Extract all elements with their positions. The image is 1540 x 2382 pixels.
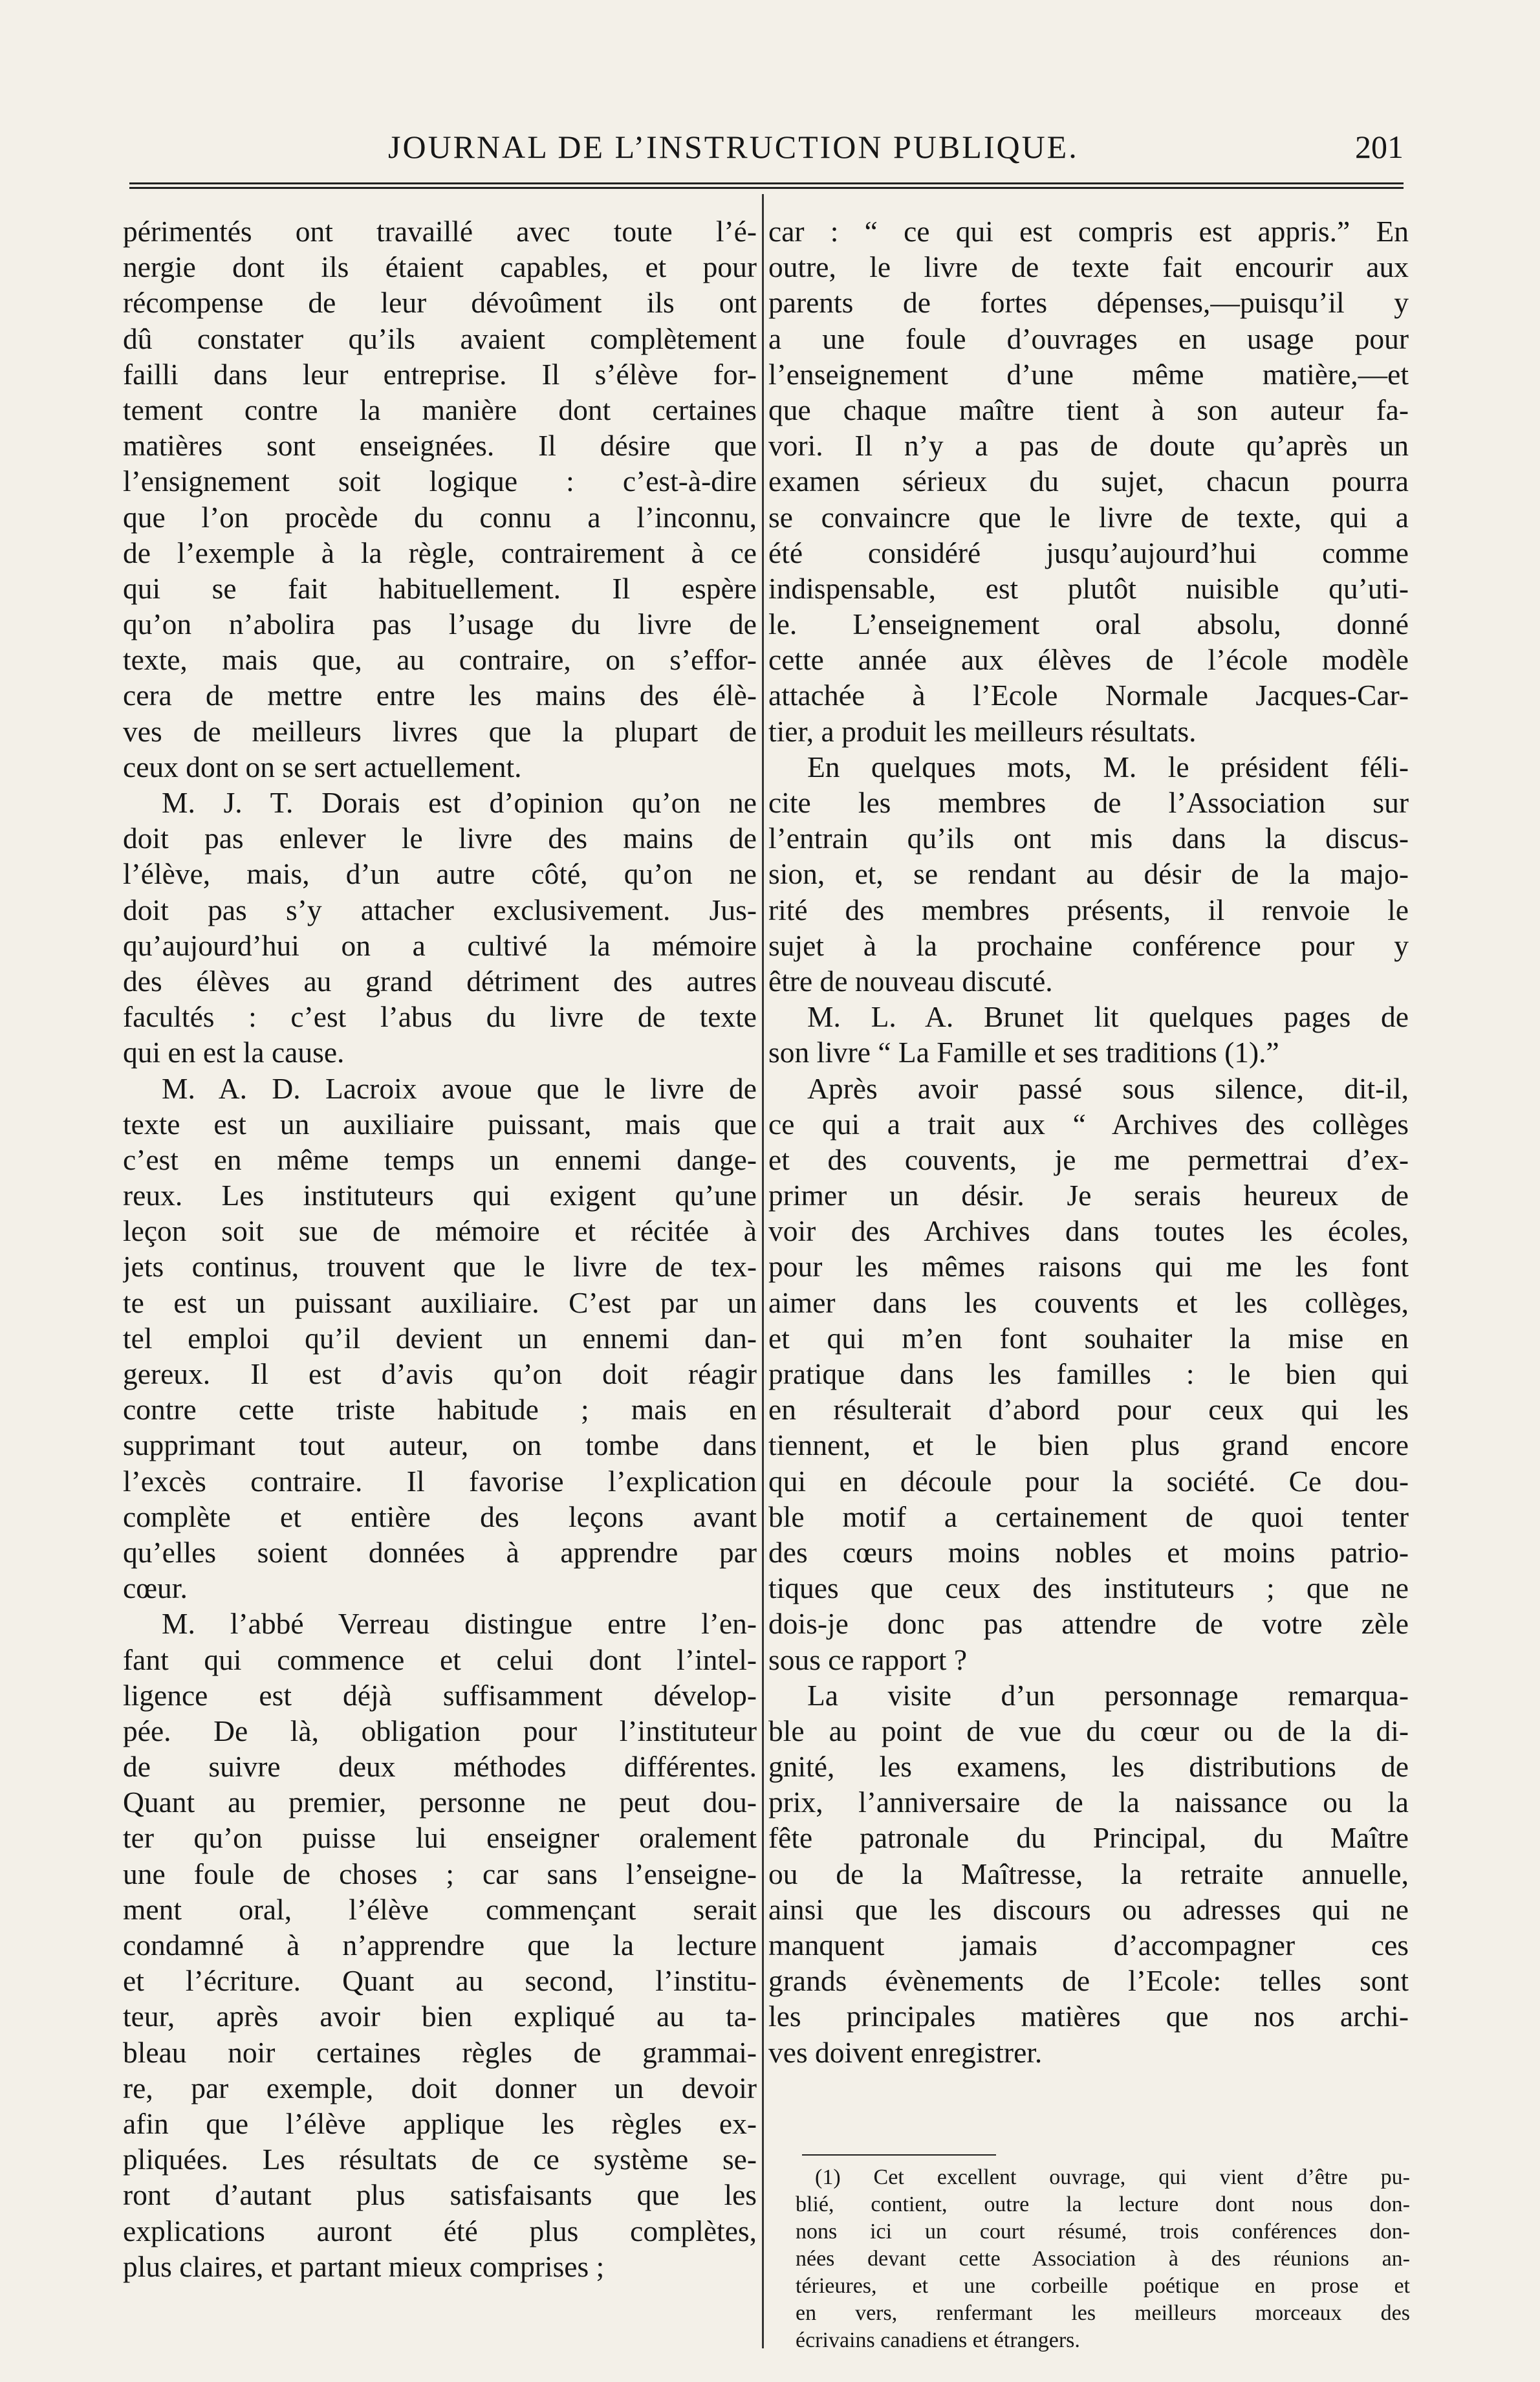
text-line: primer un désir. Je serais heureux de (768, 1179, 1409, 1212)
text-line: explications auront été plus complètes, (123, 2214, 757, 2247)
paragraph (768, 999, 1409, 1070)
text-line: a une foule d’ouvrages en usage pour (768, 322, 1409, 355)
text-line: des cœurs moins nobles et moins patrio- (768, 1535, 1409, 1569)
paragraph (123, 785, 757, 1071)
text-line: failli dans leur entreprise. Il s’élève for- (123, 357, 757, 391)
text-line: fête patronale du Principal, du Maître (768, 1821, 1409, 1855)
text-line: qui se fait habituellement. Il espère (123, 571, 757, 605)
text-line: voir des Archives dans toutes les écoles, (768, 1214, 1409, 1248)
text-line: manquent jamais d’accompagner ces (768, 1929, 1409, 1961)
text-line: et qui m’en font souhaiter la mise en (768, 1321, 1409, 1355)
text-line: matières sont enseignées. Il désire que (123, 429, 757, 463)
text-line: sujet à la prochaine conférence pour y (768, 928, 1409, 962)
text-line: contre cette triste habitude ; mais en (123, 1393, 757, 1426)
text-line: de suivre deux méthodes différentes. (123, 1750, 757, 1784)
paragraph (123, 213, 757, 785)
text-line: leçon soit sue de mémoire et récitée à (123, 1214, 757, 1248)
text-line: attachée à l’Ecole Normale Jacques-Car- (768, 679, 1409, 712)
text-line: texte est un auxiliaire puissant, mais que (123, 1107, 757, 1141)
footnote-line: en vers, renfermant les meilleurs morceaux des (796, 2301, 1410, 2325)
text-line: l’élève, mais, d’un autre côté, qu’on ne (123, 857, 757, 891)
text-line: périmentés ont travaillé avec toute l’é- (123, 215, 757, 248)
text-line: dû constater qu’ils avaient complètement (123, 322, 757, 355)
footnote (796, 2164, 1410, 2354)
text-line: l’excès contraire. Il favorise l’explication (123, 1464, 757, 1498)
text-line: qu’on n’abolira pas l’usage du livre de (123, 607, 757, 641)
text-line: l’enseignement d’une même matière,—et (768, 357, 1409, 391)
text-line: pratique dans les familles : le bien qui (768, 1357, 1409, 1390)
text-line: fant qui commence et celui dont l’intel- (123, 1643, 757, 1676)
page-header (129, 123, 1404, 175)
text-line: qu’aujourd’hui on a cultivé la mémoire (123, 928, 757, 962)
text-line: ble motif a certainement de quoi tenter (768, 1500, 1409, 1533)
text-line: M. l’abbé Verreau distingue entre l’en- (162, 1607, 757, 1641)
text-line: texte, mais que, au contraire, on s’effor- (123, 643, 757, 677)
text-line: qu’elles soient données à apprendre par (123, 1535, 757, 1569)
text-line: que l’on procède du connu a l’inconnu, (123, 500, 757, 534)
footnote-line: écrivains canadiens et étrangers. (796, 2328, 1080, 2352)
text-line: gereux. Il est d’avis qu’on doit réagir (123, 1357, 757, 1390)
text-line: tiques que ceux des instituteurs ; que ne (768, 1571, 1409, 1605)
text-line: teur, après avoir bien expliqué au ta- (123, 2000, 757, 2033)
text-line: indispensable, est plutôt nuisible qu’uti- (768, 571, 1409, 605)
text-line: ou de la Maîtresse, la retraite annuelle, (768, 1857, 1409, 1890)
text-line: condamné à n’apprendre que la lecture (123, 1929, 757, 1961)
text-line: ter qu’on puisse lui enseigner oralement (123, 1821, 757, 1855)
text-line: La visite d’un personnage remarqua- (807, 1678, 1409, 1712)
text-line: complète et entière des leçons avant (123, 1500, 757, 1533)
text-line: ves de meilleurs livres que la plupart de (123, 714, 757, 748)
footnote-rule (802, 2154, 996, 2156)
text-line: tement contre la manière dont certaines (123, 393, 757, 426)
text-line: tel emploi qu’il devient un ennemi dan- (123, 1321, 757, 1355)
text-line: prix, l’anniversaire de la naissance ou la (768, 1786, 1409, 1819)
text-line: doit pas s’y attacher exclusivement. Jus- (123, 893, 757, 926)
paragraph (768, 213, 1409, 749)
text-line: examen sérieux du sujet, chacun pourra (768, 464, 1409, 498)
text-line: grands évènements de l’Ecole: telles sont (768, 1964, 1409, 1998)
text-line: ligence est déjà suffisamment dévelop- (123, 1678, 757, 1712)
text-line: plus claires, et partant mieux comprises ; (123, 2249, 605, 2283)
text-line: supprimant tout auteur, on tombe dans (123, 1428, 757, 1462)
footnote-line: (1) Cet excellent ouvrage, qui vient d’être pu- (815, 2165, 1410, 2189)
text-line: reux. Les instituteurs qui exigent qu’une (123, 1179, 757, 1212)
text-line: aimer dans les couvents et les collèges, (768, 1285, 1409, 1319)
text-line: afin que l’élève applique les règles ex- (123, 2106, 757, 2140)
paragraph (123, 1606, 757, 2284)
text-line: les principales matières que nos archi- (768, 2000, 1409, 2033)
text-line: En quelques mots, M. le président féli- (807, 750, 1409, 783)
text-line: en résulterait d’abord pour ceux qui les (768, 1393, 1409, 1426)
text-line: être de nouveau discuté. (768, 964, 1053, 998)
text-line: ce qui a trait aux “ Archives des collèges (768, 1107, 1409, 1141)
text-line: qui en est la cause. (123, 1036, 345, 1069)
paragraph (768, 1677, 1409, 2070)
text-line: Quant au premier, personne ne peut dou- (123, 1786, 757, 1819)
text-line: cette année aux élèves de l’école modèle (768, 643, 1409, 677)
text-line: te est un puissant auxiliaire. C’est par un (123, 1285, 757, 1319)
header-rule (129, 182, 1404, 189)
paragraph (123, 1071, 757, 1606)
text-line: récompense de leur dévoûment ils ont (123, 286, 757, 320)
running-title: JOURNAL DE L’INSTRUCTION PUBLIQUE. (388, 129, 1079, 165)
text-line: l’ensignement soit logique : c’est-à-dire (123, 464, 757, 498)
text-line: tier, a produit les meilleurs résultats. (768, 714, 1197, 748)
text-line: c’est en même temps un ennemi dange- (123, 1142, 757, 1176)
text-line: sous ce rapport ? (768, 1643, 968, 1676)
text-line: ble au point de vue du cœur ou de la di- (768, 1714, 1409, 1747)
text-line: nergie dont ils étaient capables, et pour (123, 250, 757, 284)
text-line: qui en découle pour la société. Ce dou- (768, 1464, 1409, 1498)
text-line: ront d’autant plus satisfaisants que les (123, 2178, 757, 2212)
text-line: et l’écriture. Quant au second, l’institu- (123, 1964, 757, 1998)
text-line: une foule de choses ; car sans l’enseigne- (123, 1857, 757, 1890)
text-line: et des couvents, je me permettrai d’ex- (768, 1142, 1409, 1176)
text-line: cera de mettre entre les mains des élè- (123, 679, 757, 712)
text-line: ment oral, l’élève commençant serait (123, 1892, 757, 1926)
text-line: facultés : c’est l’abus du livre de texte (123, 1000, 757, 1034)
text-line: l’entrain qu’ils ont mis dans la discus- (768, 822, 1409, 855)
text-line: son livre “ La Famille et ses traditions (1).” (768, 1036, 1279, 1069)
text-line: été considéré jusqu’aujourd’hui comme (768, 536, 1409, 569)
text-line: parents de fortes dépenses,—puisqu’il y (768, 286, 1409, 320)
footnote-line: térieures, et une corbeille poétique en prose et (796, 2274, 1410, 2298)
text-line: dois-je donc pas attendre de votre zèle (768, 1607, 1409, 1641)
text-line: bleau noir certaines règles de grammai- (123, 2035, 757, 2069)
text-line: pée. De là, obligation pour l’instituteur (123, 1714, 757, 1747)
text-line: ves doivent enregistrer. (768, 2035, 1043, 2069)
text-line: re, par exemple, doit donner un devoir (123, 2071, 757, 2104)
paragraph (768, 1071, 1409, 1677)
text-line: Après avoir passé sous silence, dit-il, (807, 1071, 1409, 1105)
text-line: vori. Il n’y a pas de doute qu’après un (768, 429, 1409, 463)
text-line: M. J. T. Dorais est d’opinion qu’on ne (162, 786, 757, 819)
text-line: sion, et, se rendant au désir de la majo- (768, 857, 1409, 891)
text-line: de l’exemple à la règle, contrairement à ce (123, 536, 757, 569)
footnote-line: nons ici un court résumé, trois conférences don- (796, 2220, 1410, 2244)
text-line: doit pas enlever le livre des mains de (123, 822, 757, 855)
text-line: tiennent, et le bien plus grand encore (768, 1428, 1409, 1462)
footnote-line: nées devant cette Association à des réunions an- (796, 2247, 1410, 2271)
text-line: M. A. D. Lacroix avoue que le livre de (162, 1071, 757, 1105)
right-column (768, 213, 1409, 2070)
text-line: outre, le livre de texte fait encourir aux (768, 250, 1409, 284)
column-divider (762, 194, 764, 2348)
left-column (123, 213, 757, 2284)
footnote-line: blié, contient, outre la lecture dont nous don- (796, 2192, 1410, 2216)
paragraph (768, 749, 1409, 999)
text-line: cite les membres de l’Association sur (768, 786, 1409, 819)
text-line: que chaque maître tient à son auteur fa- (768, 393, 1409, 426)
text-line: rité des membres présents, il renvoie le (768, 893, 1409, 926)
text-line: car : “ ce qui est compris est appris.” En (768, 215, 1409, 248)
text-line: cœur. (123, 1571, 188, 1605)
text-line: gnité, les examens, les distributions de (768, 1750, 1409, 1784)
text-line: le. L’enseignement oral absolu, donné (768, 607, 1409, 641)
page-number: 201 (1355, 129, 1404, 165)
text-line: pliquées. Les résultats de ce système se- (123, 2143, 757, 2176)
text-line: pour les mêmes raisons qui me les font (768, 1250, 1409, 1284)
text-line: des élèves au grand détriment des autres (123, 964, 757, 998)
text-line: ainsi que les discours ou adresses qui ne (768, 1892, 1409, 1926)
text-line: jets continus, trouvent que le livre de tex- (123, 1250, 757, 1284)
text-line: se convaincre que le livre de texte, qui a (768, 500, 1409, 534)
text-line: ceux dont on se sert actuellement. (123, 750, 522, 783)
text-line: M. L. A. Brunet lit quelques pages de (807, 1000, 1409, 1034)
